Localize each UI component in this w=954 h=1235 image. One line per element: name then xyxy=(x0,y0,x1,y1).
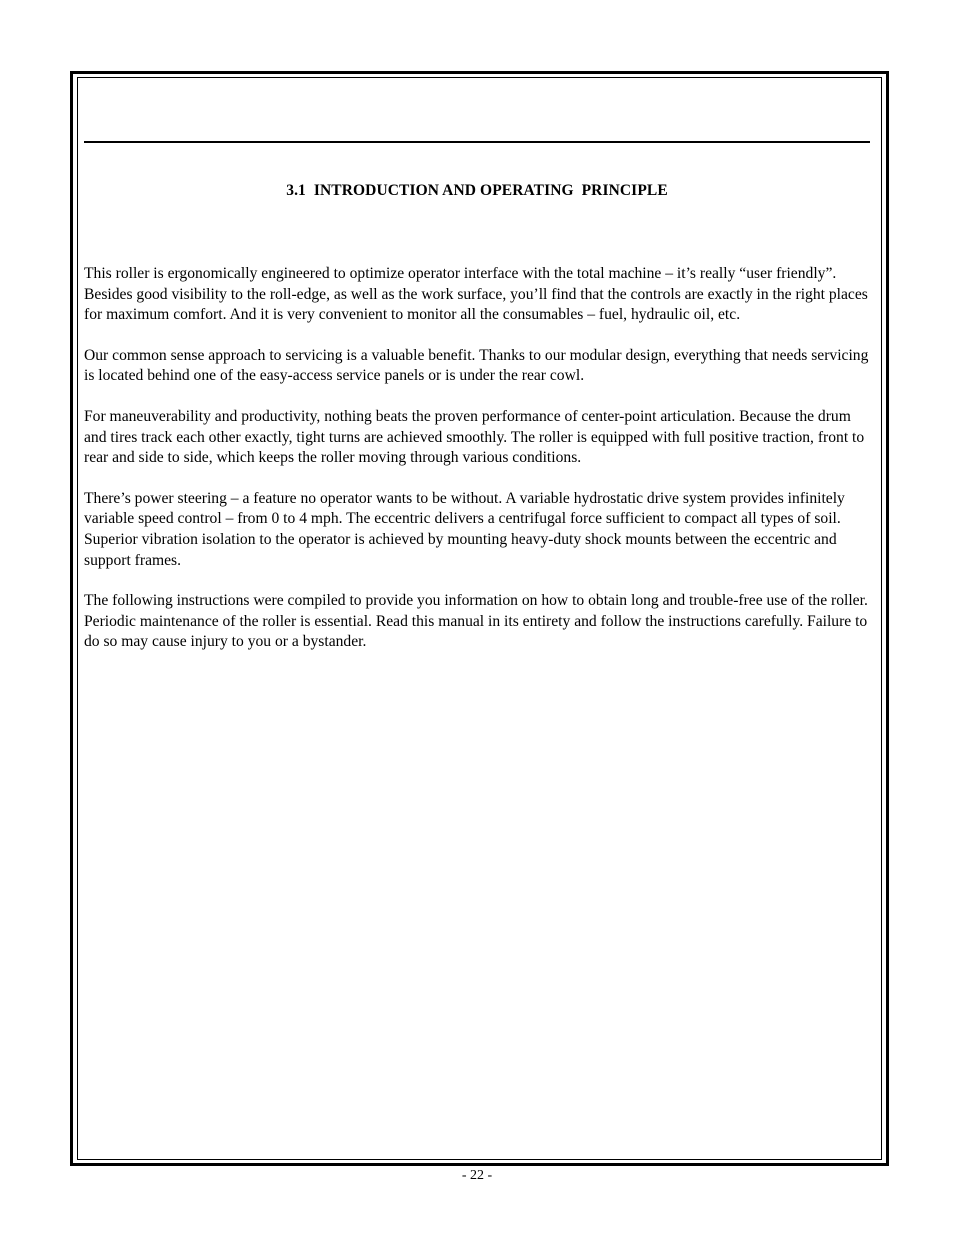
paragraph-maneuverability: For maneuverability and productivity, nothing beats the proven performance of center-point articulation. Because the drum and tires track each other exactly, tight turns are achieved smoothly. The roller is equipped with full positive traction, front to rear and side to side, which keeps the roller moving through various conditions. xyxy=(84,407,865,467)
paragraph-servicing: Our common sense approach to servicing is a valuable benefit. Thanks to our modular design, everything that needs servicing is located behind one of the easy-access service panels or is under the rear cowl. xyxy=(84,346,869,385)
body-text xyxy=(84,264,874,673)
paragraph-instructions: The following instructions were compiled to provide you information on how to obtain long and trouble-free use of the roller. Periodic maintenance of the roller is essential. Read this manual in its entirety and follow the instructions carefully. Failure to do so may cause injury to you or a bystander. xyxy=(84,592,868,651)
page-number: - 22 - xyxy=(461,1168,493,1183)
paragraph-power-steering: There’s power steering – a feature no operator wants to be without. A variable hydrostatic drive system provides infinitely variable speed control – from 0 to 4 mph. The eccentric delivers a centrifugal force sufficient to compact all types of soil. Superior vibration isolation to the operator is achieved by mounting heavy-duty shock mounts between the eccentric and support frames. xyxy=(84,489,845,569)
header-rule xyxy=(84,141,870,143)
paragraph-intro: This roller is ergonomically engineered to optimize operator interface with the total machine – it’s really “user friendly”. Besides good visibility to the roll-edge, as well as the work surface, you’ll find that the controls are exactly in the right places for maximum comfort. And it is very convenient to monitor all the consumables – fuel, hydraulic oil, etc. xyxy=(84,265,868,324)
section-title: 3.1 INTRODUCTION AND OPERATING PRINCIPLE xyxy=(286,182,668,199)
